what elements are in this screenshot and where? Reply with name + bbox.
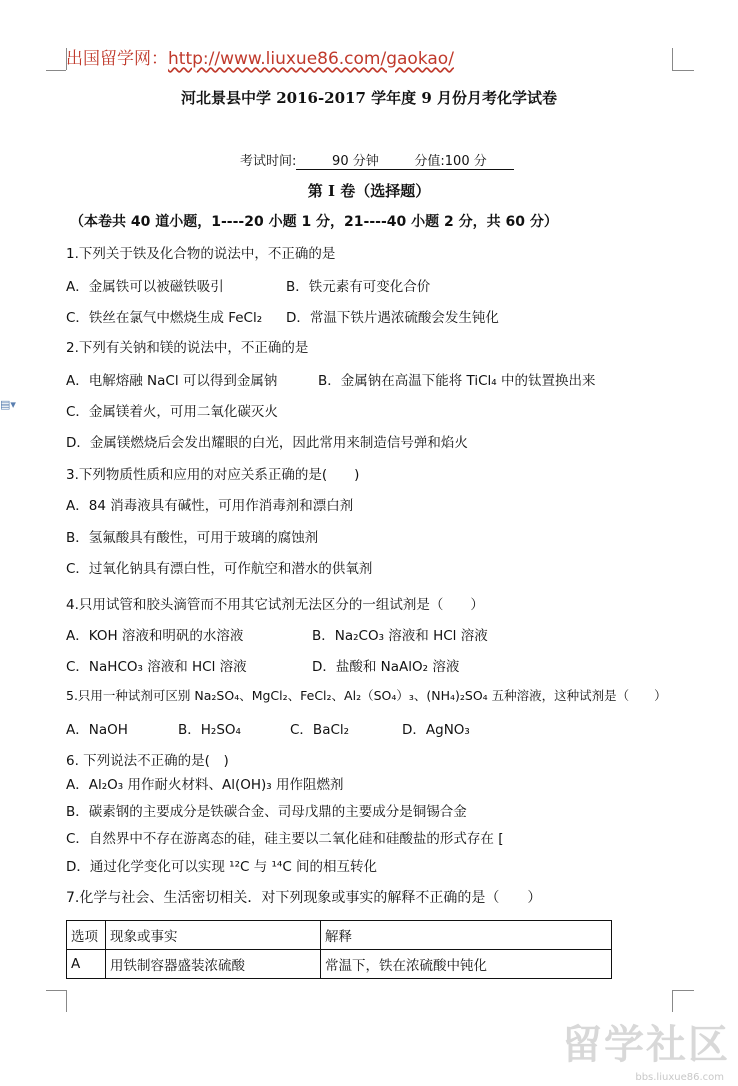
watermark-url: bbs.liuxue86.com [635, 1072, 724, 1083]
table-cell: A [67, 950, 106, 979]
q4-option-a: A．KOH 溶液和明矾的水溶液 [66, 628, 244, 644]
table-cell: 常温下，铁在浓硫酸中钝化 [321, 950, 612, 979]
crop-mark-bottom-right [672, 990, 694, 991]
q6-option-c: C．自然界中不存在游离态的硅，硅主要以二氧化硅和硅酸盐的形式存在 [ [66, 831, 504, 847]
q5-option-a: A．NaOH [66, 722, 128, 738]
q4-option-d: D．盐酸和 NaAlO₂ 溶液 [312, 659, 460, 675]
q2-option-a: A．电解熔融 NaCl 可以得到金属钠 [66, 373, 278, 389]
q6-option-b: B．碳素钢的主要成分是铁碳合金、司母戊鼎的主要成分是铜锡合金 [66, 804, 467, 820]
q4-option-b: B．Na₂CO₃ 溶液和 HCl 溶液 [312, 628, 488, 644]
q1-options-cd [66, 306, 499, 326]
document-title: 河北景县中学 2016-2017 学年度 9 月份月考化学试卷 [180, 89, 558, 107]
crop-mark-top-left [46, 70, 66, 71]
q4-stem: 4.只用试管和胶头滴管而不用其它试剂无法区分的一组试剂是（ ） [66, 597, 484, 613]
q3-option-a: A．84 消毒液具有碱性，可用作消毒剂和漂白剂 [66, 498, 354, 514]
q2-option-d: D．金属镁燃烧后会发出耀眼的白光，因此常用来制造信号弹和焰火 [66, 435, 468, 451]
exam-info [240, 150, 514, 170]
q5-option-c: C．BaCl₂ [290, 722, 350, 738]
exam-time-label: 考试时间: [240, 154, 297, 169]
crop-mark-top-right [672, 70, 694, 71]
q1-option-d: D．常温下铁片遇浓硫酸会发生钝化 [286, 310, 499, 326]
crop-mark-top-right-v [672, 48, 673, 70]
q6-stem: 6. 下列说法不正确的是( ) [66, 753, 229, 769]
q5-stem: 5.只用一种试剂可区别 Na₂SO₄、MgCl₂、FeCl₂、Al₂（SO₄）₃、(NH₄)₂SO₄ 五种溶液，这种试剂是（ ） [66, 688, 667, 703]
exam-score: 分值:100 分 [414, 150, 514, 170]
q3-option-b: B．氢氟酸具有酸性，可用于玻璃的腐蚀剂 [66, 530, 319, 546]
q2-option-b: B．金属钠在高温下能将 TiCl₄ 中的钛置换出来 [318, 373, 596, 389]
crop-mark-bottom-left [46, 990, 66, 991]
site-header [66, 44, 454, 69]
exam-time-value: 90 分钟 [296, 150, 414, 170]
q1-option-a: A．金属铁可以被磁铁吸引 [66, 279, 224, 295]
q6-option-d: D．通过化学变化可以实现 ¹²C 与 ¹⁴C 间的相互转化 [66, 859, 378, 875]
q5-option-b: B．H₂SO₄ [178, 722, 241, 738]
q1-option-b: B．铁元素有可变化合价 [286, 279, 431, 295]
part-title: 第 I 卷（选择题） [307, 182, 431, 200]
table-row [67, 950, 612, 979]
site-label: 出国留学网： [66, 49, 168, 69]
table-cell: 用铁制容器盛装浓硫酸 [106, 950, 321, 979]
part-note: （本卷共 40 道小题，1----20 小题 1 分，21----40 小题 2 分，共 60 分） [70, 214, 558, 230]
q2-stem: 2.下列有关钠和镁的说法中，不正确的是 [66, 340, 309, 356]
q2-option-c: C．金属镁着火，可用二氧化碳灭火 [66, 404, 278, 420]
q5-option-d: D．AgNO₃ [402, 722, 470, 738]
crop-mark-bottom-right-v [672, 990, 673, 1012]
crop-mark-bottom-left-v [66, 990, 67, 1012]
q3-option-c: C．过氧化钠具有漂白性，可作航空和潜水的供氧剂 [66, 561, 373, 577]
watermark-logo: 留学社区 [562, 1022, 730, 1068]
q1-stem: 1.下列关于铁及化合物的说法中，不正确的是 [66, 246, 336, 262]
q1-options-ab [66, 275, 430, 295]
table-header-cell: 选项 [67, 921, 106, 950]
document-outline-icon[interactable]: ▤▾ [0, 398, 16, 411]
q1-option-c: C．铁丝在氯气中燃烧生成 FeCl₂ [66, 310, 263, 326]
q4-options-ab [66, 624, 488, 644]
table-header-row [67, 921, 612, 950]
q5-options [66, 718, 470, 738]
q6-option-a: A．Al₂O₃ 用作耐火材料、Al(OH)₃ 用作阻燃剂 [66, 777, 344, 793]
site-url-link[interactable]: http://www.liuxue86.com/gaokao/ [168, 49, 454, 69]
table-header-cell: 现象或事实 [106, 921, 321, 950]
q3-stem: 3.下列物质性质和应用的对应关系正确的是( ) [66, 467, 360, 483]
q4-options-cd [66, 655, 459, 675]
q7-stem: 7.化学与社会、生活密切相关．对下列现象或事实的解释不正确的是（ ） [66, 890, 542, 906]
q7-table [66, 920, 612, 979]
q2-options-ab [66, 369, 596, 389]
table-header-cell: 解释 [321, 921, 612, 950]
q4-option-c: C．NaHCO₃ 溶液和 HCl 溶液 [66, 659, 247, 675]
